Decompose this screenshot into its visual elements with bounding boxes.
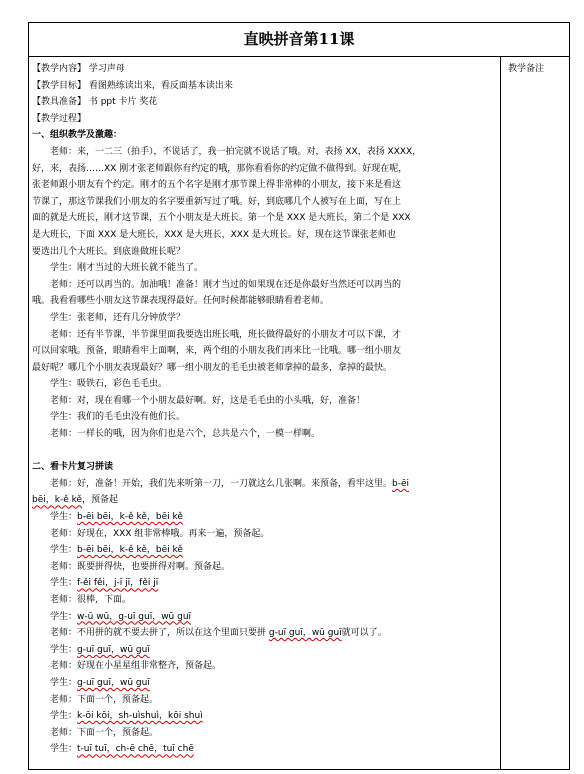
line-text: 学生： xyxy=(50,711,78,722)
dialogue-line: 老师：一样长的哦，因为你们也是六个，总共是六个，一模一样啊。 xyxy=(50,429,321,440)
spacer xyxy=(32,443,496,460)
section-heading: 一、组织教学及激趣： xyxy=(32,130,123,141)
line-text: 老师：好现在，XXX 组非常棒哦。再来一遍，预备起。 xyxy=(50,528,270,539)
line-text: 学生： xyxy=(50,578,78,589)
dialogue-line: 学生：刚才当过的大班长就不能当了。 xyxy=(50,263,204,274)
pinyin-text: t-uī tuī，ch-ē chē，tuī chē xyxy=(77,744,194,755)
meta-line: 【教学内容】 学习声母 xyxy=(32,64,125,74)
dialogue-line: 老师：还有半节课，半节课里面我要选出班长哦，班长做得最好的小朋友才可以下课，才 xyxy=(50,329,402,340)
dialogue-line: 可以回家哦。预备，眼睛看牢上面啊，来，两个组的小朋友我们再来比一比哦。哪一组小朋友 xyxy=(32,346,402,357)
pinyin-text: bēi，k-ě kě xyxy=(32,495,83,506)
line-text: 学生： xyxy=(50,611,78,622)
dialogue-line: 老师：还可以再当的。加油哦！准备！刚才当过的如果现在还是你最好当然还可以再当的 xyxy=(50,279,402,290)
dialogue-line: 老师：来，一二三（拍手），不说话了，我一拍完就不说话了哦。对，表扬 XX，表扬 XXXX， xyxy=(50,146,422,157)
dialogue-line xyxy=(32,642,496,659)
dialogue-line xyxy=(32,741,496,758)
pinyin-text: k-ōi kōi，sh-uìshuì，kōi shuì xyxy=(77,711,203,722)
dialogue-line xyxy=(32,492,496,509)
line-text: 学生： xyxy=(50,644,78,655)
dialogue-line xyxy=(32,609,496,626)
line-text: 老师：好现在小星星组非常整齐，预备起。 xyxy=(50,661,222,672)
dialogue-line: 节课了，那这节课我们小朋友的名字要重新写过了哦。好，到底哪几个人被写在上面，写在上 xyxy=(32,196,402,207)
line-text: ，预备起 xyxy=(82,495,119,506)
pinyin-text: g-uī guī，wū guī xyxy=(77,677,150,688)
line-text: 学生： xyxy=(50,744,78,755)
column-divider xyxy=(500,56,501,769)
dialogue-line xyxy=(32,625,496,642)
dialogue-line xyxy=(32,692,496,709)
pinyin-text: g-uī guī，wū guī xyxy=(77,644,150,655)
dialogue-line xyxy=(32,708,496,725)
line-text: 就可以了。 xyxy=(341,628,387,639)
dialogue-line: 老师：对，现在看哪一个小朋友最好啊。好，这是毛毛虫的小头哦，好，准备！ xyxy=(50,395,366,406)
dialogue-line xyxy=(32,658,496,675)
line-text: 老师：下面一个，预备起。 xyxy=(50,727,159,738)
dialogue-line: 学生：张老师，还有几分钟放学？ xyxy=(50,312,186,323)
pinyin-text: w-ū wū，g-uī guī，wū guī xyxy=(77,611,192,622)
dialogue-line xyxy=(32,476,496,493)
dialogue-line xyxy=(32,725,496,742)
pinyin-text: g-uī guī，wū guī xyxy=(268,628,342,639)
dialogue-line xyxy=(32,559,496,576)
meta-line: 【教具准备】 书 ppt 卡片 奖花 xyxy=(32,97,158,108)
dialogue-line: 张老师跟小朋友有个约定。刚才的五个名字是刚才那节课上得非常棒的小朋友，接下来是看这 xyxy=(32,180,402,191)
dialogue-line: 要选出几个大班长。到底谁做班长呢？ xyxy=(32,246,186,257)
line-text: 学生： xyxy=(50,677,78,688)
dialogue-line xyxy=(32,509,496,526)
document-title: 直映拼音第11课 xyxy=(29,23,569,57)
dialogue-line: 学生：我们的毛毛虫没有他们长。 xyxy=(50,412,186,423)
line-text: 老师：下面一个，预备起。 xyxy=(50,694,159,705)
pinyin-text: b-ēi bēi，k-ě kě，bēi kě xyxy=(77,512,183,523)
line-text: 老师：不用拼的就不要去拼了，所以在这个里面只要拼 xyxy=(50,628,269,639)
pinyin-text: b-ēi xyxy=(392,478,410,489)
line-text: 老师：好，准备！开始，我们先来听第一刀，一刀就这么几张啊。来预备，看牢这里。 xyxy=(50,478,393,489)
dialogue-line: 哦。我看看哪些小朋友这节课表现得最好。任何时候都能够眼睛看着老师。 xyxy=(32,296,330,307)
dialogue-line xyxy=(32,526,496,543)
dialogue-line: 最好呢？哪几个小朋友表现最好？哪一组小朋友的毛毛虫被老师拿掉的最多，拿掉的最快。 xyxy=(32,362,393,373)
section1-body xyxy=(32,144,496,443)
dialogue-line xyxy=(32,575,496,592)
dialogue-line: 面的就是大班长，刚才这节课，五个小朋友是大班长。第一个是 XXX 是大班长，第二个是 XXX xyxy=(32,213,411,224)
dialogue-line: 学生：吸铁石，彩色毛毛虫。 xyxy=(50,379,168,390)
dialogue-line: 好，来，表扬……XX 刚才张老师跟你有约定的哦，那你看看你的约定做不做得到。好现在呢， xyxy=(32,163,408,174)
pinyin-text: b-ēi bēi，k-ě kě，bēi kě xyxy=(77,545,183,556)
meta-line: 【教学过程】 xyxy=(32,113,87,124)
dialogue-line xyxy=(32,675,496,692)
teaching-notes-label: 教学备注 xyxy=(508,64,545,74)
dialogue-line xyxy=(32,592,496,609)
line-text: 老师：既要拼得快，也要拼得对啊。预备起。 xyxy=(50,561,231,572)
line-text: 学生： xyxy=(50,545,78,556)
line-text: 学生： xyxy=(50,512,78,523)
meta-line: 【教学目标】 看图熟练读出来，看反面基本读出来 xyxy=(32,80,233,91)
lesson-content xyxy=(32,61,496,758)
section2-body xyxy=(32,476,496,758)
section-heading: 二、看卡片复习拼读 xyxy=(32,462,114,473)
pinyin-text: f-ěi fěi，j-ī jī，fěi jī xyxy=(77,578,159,589)
lesson-table xyxy=(28,22,570,770)
dialogue-line xyxy=(32,542,496,559)
line-text: 老师：很棒，下面。 xyxy=(50,595,132,605)
meta-block xyxy=(32,61,496,127)
dialogue-line: 是大班长，下面 XXX 是大班长，XXX 是大班长，XXX 是大班长。好，现在这节课张老师也 xyxy=(32,229,396,240)
